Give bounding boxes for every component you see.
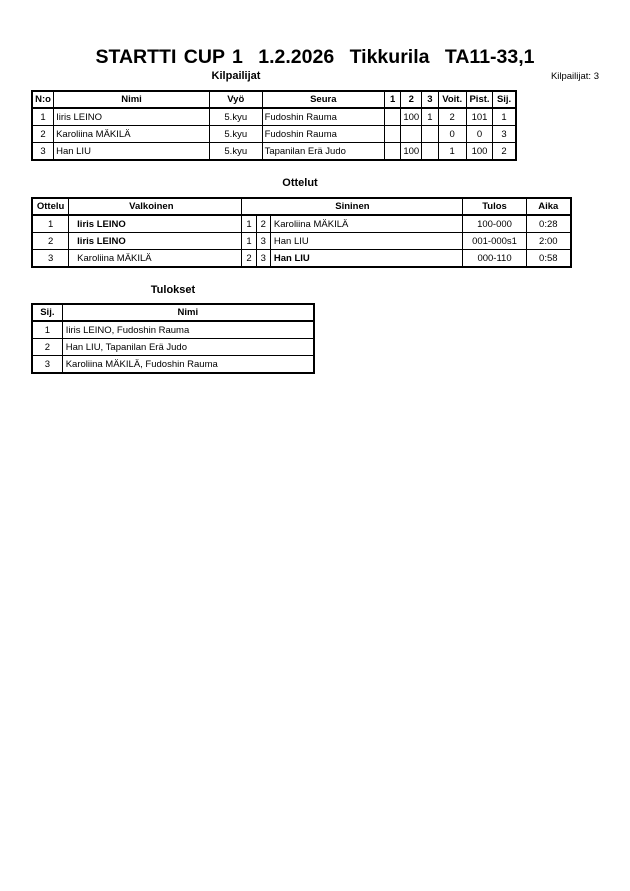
col-header: Pist. <box>466 91 492 108</box>
score-vs-1 <box>385 108 401 126</box>
score-vs-2 <box>401 126 422 143</box>
col-header: Sij. <box>493 91 516 108</box>
match-result: 000-110 <box>463 250 526 268</box>
blue-no: 3 <box>256 250 270 268</box>
competitor-belt: 5.kyu <box>209 108 262 126</box>
matches-table <box>31 197 572 268</box>
result-name: Karoliina MÄKILÄ, Fudoshin Rauma <box>62 356 314 374</box>
results-heading: Tulokset <box>150 284 196 296</box>
result-place: 2 <box>32 339 62 356</box>
result-place: 1 <box>32 321 62 339</box>
col-header: Tulos <box>463 198 526 215</box>
match-result: 001-000s1 <box>463 233 526 250</box>
results-table <box>31 303 315 374</box>
competitor-name: Iiris LEINO <box>54 108 210 126</box>
match-time: 0:28 <box>526 215 571 233</box>
col-header: Voit. <box>438 91 466 108</box>
blue-no: 3 <box>256 233 270 250</box>
white-no: 1 <box>242 215 256 233</box>
white-no: 2 <box>242 250 256 268</box>
col-header: Sininen <box>242 198 463 215</box>
col-header: Sij. <box>32 304 62 321</box>
competitor-no: 2 <box>32 126 54 143</box>
points: 100 <box>466 143 492 161</box>
col-header: Valkoinen <box>69 198 242 215</box>
col-header: N:o <box>32 91 54 108</box>
competitor-no: 1 <box>32 108 54 126</box>
event-name: STARTTI CUP 1 <box>95 46 243 68</box>
score-vs-1 <box>385 143 401 161</box>
competitor-club: Fudoshin Rauma <box>262 126 384 143</box>
competitors-heading: Kilpailijat <box>211 70 261 82</box>
table-row <box>32 143 516 161</box>
score-vs-1 <box>385 126 401 143</box>
white-competitor: Iiris LEINO <box>69 233 242 250</box>
event-date: 1.2.2026 <box>258 46 335 68</box>
col-header: 2 <box>401 91 422 108</box>
table-row <box>32 126 516 143</box>
score-vs-3: 1 <box>422 108 438 126</box>
event-category: TA11-33,1 <box>444 46 535 68</box>
competitor-no: 3 <box>32 143 54 161</box>
wins: 0 <box>438 126 466 143</box>
competitor-belt: 5.kyu <box>209 126 262 143</box>
col-header: Nimi <box>54 91 210 108</box>
wins: 2 <box>438 108 466 126</box>
competitor-name: Han LIU <box>54 143 210 161</box>
score-vs-3 <box>422 143 438 161</box>
match-no: 3 <box>32 250 69 268</box>
white-no: 1 <box>242 233 256 250</box>
table-row <box>32 215 571 233</box>
score-vs-2: 100 <box>401 143 422 161</box>
place: 3 <box>493 126 516 143</box>
white-competitor: Karoliina MÄKILÄ <box>69 250 242 268</box>
col-header: Seura <box>262 91 384 108</box>
blue-competitor: Han LIU <box>270 233 463 250</box>
col-header: 1 <box>385 91 401 108</box>
score-vs-3 <box>422 126 438 143</box>
result-name: Iiris LEINO, Fudoshin Rauma <box>62 321 314 339</box>
matches-heading: Ottelut <box>282 177 318 189</box>
competitor-club: Tapanilan Erä Judo <box>262 143 384 161</box>
result-place: 3 <box>32 356 62 374</box>
col-header: Nimi <box>62 304 314 321</box>
col-header: 3 <box>422 91 438 108</box>
page-title <box>0 46 630 69</box>
match-time: 2:00 <box>526 233 571 250</box>
place: 2 <box>493 143 516 161</box>
table-row <box>32 356 314 374</box>
points: 101 <box>466 108 492 126</box>
competitor-belt: 5.kyu <box>209 143 262 161</box>
col-header: Vyö <box>209 91 262 108</box>
blue-competitor: Han LIU <box>270 250 463 268</box>
competitors-count: Kilpailijat: 3 <box>550 71 599 82</box>
match-result: 100-000 <box>463 215 526 233</box>
table-row <box>32 108 516 126</box>
table-row <box>32 321 314 339</box>
blue-competitor: Karoliina MÄKILÄ <box>270 215 463 233</box>
match-time: 0:58 <box>526 250 571 268</box>
blue-no: 2 <box>256 215 270 233</box>
col-header: Ottelu <box>32 198 69 215</box>
score-vs-2: 100 <box>401 108 422 126</box>
result-name: Han LIU, Tapanilan Erä Judo <box>62 339 314 356</box>
table-row <box>32 233 571 250</box>
event-location: Tikkurila <box>349 46 430 68</box>
col-header: Aika <box>526 198 571 215</box>
competitor-club: Fudoshin Rauma <box>262 108 384 126</box>
white-competitor: Iiris LEINO <box>69 215 242 233</box>
competitors-table <box>31 90 517 161</box>
matches-header-row <box>32 198 571 215</box>
wins: 1 <box>438 143 466 161</box>
match-no: 2 <box>32 233 69 250</box>
table-row <box>32 339 314 356</box>
table-row <box>32 250 571 268</box>
competitors-header-row <box>32 91 516 108</box>
results-header-row <box>32 304 314 321</box>
competitor-name: Karoliina MÄKILÄ <box>54 126 210 143</box>
match-no: 1 <box>32 215 69 233</box>
points: 0 <box>466 126 492 143</box>
place: 1 <box>493 108 516 126</box>
